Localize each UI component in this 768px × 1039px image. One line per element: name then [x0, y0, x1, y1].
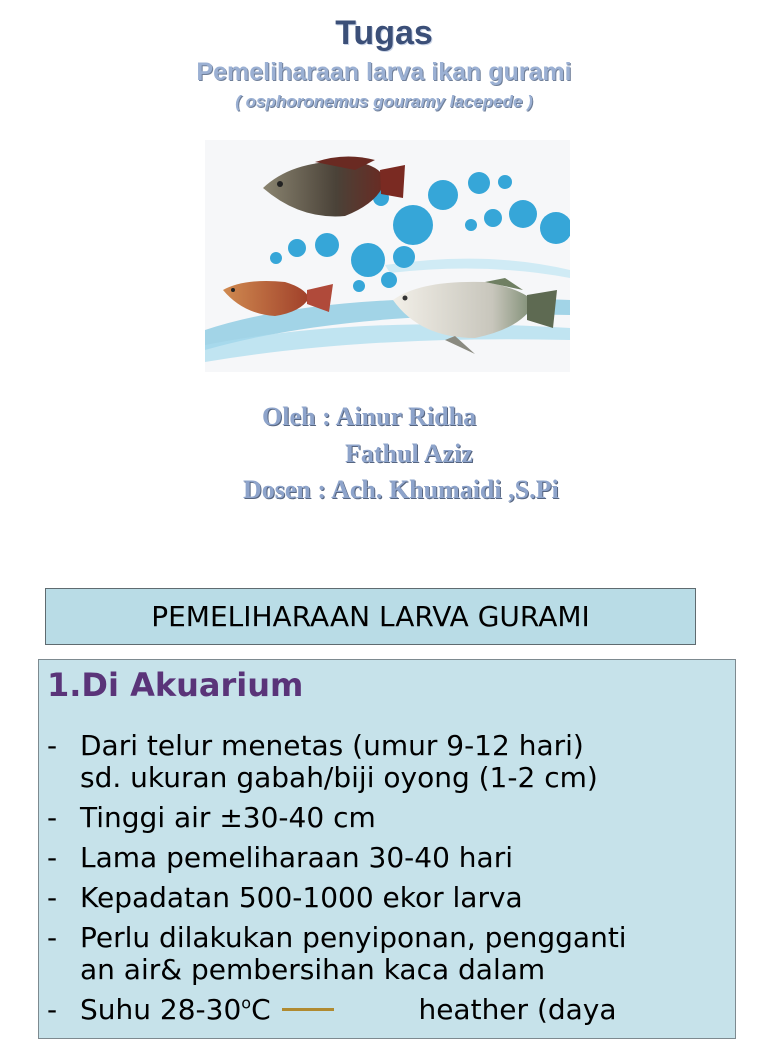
list-item: [47, 994, 732, 1026]
bullet-text: Perlu dilakukan penyiponan, pengganti: [80, 921, 627, 954]
bullet-text: Dari telur menetas (umur 9-12 hari): [80, 729, 584, 762]
list-item: [47, 922, 732, 986]
list-item: [47, 730, 732, 794]
section-header: [45, 588, 696, 645]
bullet-text: Tinggi air ±30-40 cm: [80, 801, 376, 834]
credit-authors: Oleh : Ainur Ridha: [262, 402, 477, 431]
bullet-list: [47, 730, 732, 1034]
content-box: [38, 659, 736, 1039]
slide-title: Tugas: [335, 14, 433, 52]
celsius-unit: C: [251, 993, 271, 1026]
bullet-dash: -: [47, 881, 58, 914]
section-header-text: PEMELIHARAAN LARVA GURAMI: [151, 600, 590, 633]
heater-text: heather (daya: [418, 993, 617, 1026]
bullet-dash: -: [47, 921, 58, 954]
bullet-text: Kepadatan 500-1000 ekor larva: [80, 881, 523, 914]
bullet-dash: -: [47, 729, 58, 762]
gourami-fish-image: [205, 140, 570, 372]
bullet-text: an air& pembersihan kaca dalam: [80, 953, 546, 986]
bullet-dash: -: [47, 993, 58, 1026]
strike-mark: [282, 1008, 334, 1011]
credit-author-2: Fathul Aziz: [345, 439, 473, 468]
list-item: [47, 842, 732, 874]
scientific-name: ( osphoronemus gouramy lacepede ): [235, 92, 533, 111]
bullet-text: sd. ukuran gabah/biji oyong (1-2 cm): [80, 761, 598, 794]
slide-subtitle: Pemeliharaan larva ikan gurami: [196, 58, 572, 86]
bullet-text: [80, 994, 732, 1026]
credit-lecturer: Dosen : Ach. Khumaidi ,S.Pi: [243, 475, 559, 504]
content-heading: 1.Di Akuarium: [47, 666, 304, 704]
bullet-text: Lama pemeliharaan 30-40 hari: [80, 841, 513, 874]
list-item: [47, 882, 732, 914]
bullet-dash: -: [47, 841, 58, 874]
bullet-dash: -: [47, 801, 58, 834]
degree-sign: o: [241, 993, 252, 1013]
list-item: [47, 802, 732, 834]
temperature-text: Suhu 28-30: [80, 993, 242, 1026]
